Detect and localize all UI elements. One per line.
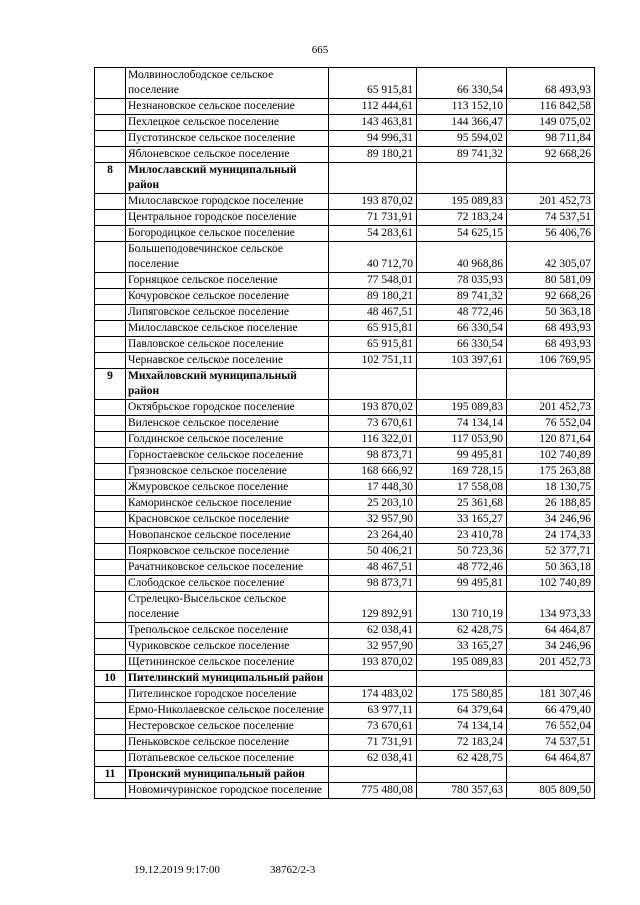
row-number: [95, 68, 126, 99]
value-col-1: 129 892,91: [329, 592, 417, 623]
settlement-name: Яблоневское сельское поселение: [126, 147, 329, 163]
settlement-name: Чуриковское сельское поселение: [126, 639, 329, 655]
value-col-2: 130 710,19: [417, 592, 507, 623]
table-row: [95, 400, 595, 416]
table-row: [95, 735, 595, 751]
value-col-2: [417, 671, 507, 687]
row-number: [95, 147, 126, 163]
value-col-3: 52 377,71: [507, 544, 595, 560]
settlement-name: Милославское сельское поселение: [126, 321, 329, 337]
value-col-3: 66 479,40: [507, 703, 595, 719]
value-col-3: 116 842,58: [507, 99, 595, 115]
settlement-name: Большеподовечинское сельское поселение: [126, 242, 329, 273]
value-col-2: 144 366,47: [417, 115, 507, 131]
table-row: [95, 496, 595, 512]
value-col-2: 99 495,81: [417, 448, 507, 464]
settlement-name: Незнановское сельское поселение: [126, 99, 329, 115]
settlement-name: Пителинское городское поселение: [126, 687, 329, 703]
value-col-3: 149 075,02: [507, 115, 595, 131]
value-col-3: 201 452,73: [507, 655, 595, 671]
row-number: [95, 416, 126, 432]
value-col-2: 89 741,32: [417, 289, 507, 305]
table-row: [95, 115, 595, 131]
value-col-2: 780 357,63: [417, 783, 507, 799]
row-number: [95, 448, 126, 464]
value-col-1: 94 996,31: [329, 131, 417, 147]
value-col-2: 66 330,54: [417, 337, 507, 353]
value-col-2: 74 134,14: [417, 719, 507, 735]
value-col-3: 24 174,33: [507, 528, 595, 544]
settlement-name: Поярковское сельское поселение: [126, 544, 329, 560]
row-number: [95, 210, 126, 226]
value-col-1: 143 463,81: [329, 115, 417, 131]
value-col-3: 134 973,33: [507, 592, 595, 623]
table-row: [95, 592, 595, 623]
value-col-3: 68 493,93: [507, 337, 595, 353]
value-col-3: 64 464,87: [507, 623, 595, 639]
table-row: [95, 337, 595, 353]
row-number: [95, 576, 126, 592]
value-col-2: 40 968,86: [417, 242, 507, 273]
value-col-2: 33 165,27: [417, 639, 507, 655]
table-row: [95, 560, 595, 576]
settlement-name: Жмуровское сельское поселение: [126, 480, 329, 496]
value-col-2: 54 625,15: [417, 226, 507, 242]
table-row: [95, 512, 595, 528]
row-number: [95, 623, 126, 639]
value-col-1: 168 666,92: [329, 464, 417, 480]
table-row: [95, 464, 595, 480]
table-row: [95, 687, 595, 703]
value-col-3: 18 130,75: [507, 480, 595, 496]
value-col-2: 89 741,32: [417, 147, 507, 163]
row-number: [95, 544, 126, 560]
row-number: [95, 735, 126, 751]
value-col-3: 201 452,73: [507, 194, 595, 210]
value-col-3: 76 552,04: [507, 719, 595, 735]
value-col-3: 74 537,51: [507, 735, 595, 751]
settlement-name: Пеньковское сельское поселение: [126, 735, 329, 751]
settlement-name: Пехлецкое сельское поселение: [126, 115, 329, 131]
district-row: [95, 767, 595, 783]
value-col-2: 66 330,54: [417, 68, 507, 99]
value-col-2: 72 183,24: [417, 210, 507, 226]
value-col-2: 103 397,61: [417, 353, 507, 369]
value-col-1: 71 731,91: [329, 210, 417, 226]
value-col-3: 64 464,87: [507, 751, 595, 767]
row-number: [95, 242, 126, 273]
value-col-1: 73 670,61: [329, 719, 417, 735]
value-col-1: 102 751,11: [329, 353, 417, 369]
table-row: [95, 147, 595, 163]
value-col-1: 48 467,51: [329, 560, 417, 576]
settlement-name: Пустотинское сельское поселение: [126, 131, 329, 147]
page-number: 665: [311, 44, 329, 56]
value-col-3: 76 552,04: [507, 416, 595, 432]
table-row: [95, 226, 595, 242]
district-row: [95, 671, 595, 687]
value-col-1: 65 915,81: [329, 321, 417, 337]
value-col-3: 34 246,96: [507, 639, 595, 655]
value-col-1: 65 915,81: [329, 68, 417, 99]
value-col-1: 89 180,21: [329, 147, 417, 163]
settlement-name: Трепольское сельское поселение: [126, 623, 329, 639]
table-row: [95, 480, 595, 496]
value-col-1: 48 467,51: [329, 305, 417, 321]
value-col-3: 92 668,26: [507, 289, 595, 305]
value-col-1: 62 038,41: [329, 623, 417, 639]
settlement-name: Богородицкое сельское поселение: [126, 226, 329, 242]
value-col-1: 32 957,90: [329, 639, 417, 655]
value-col-2: 195 089,83: [417, 655, 507, 671]
value-col-3: [507, 369, 595, 400]
settlement-name: Рачатниковское сельское поселение: [126, 560, 329, 576]
settlement-name: Виленское сельское поселение: [126, 416, 329, 432]
row-number: [95, 528, 126, 544]
value-col-1: 40 712,70: [329, 242, 417, 273]
row-number: [95, 655, 126, 671]
footer-timestamp: 19.12.2019 9:17:00: [134, 864, 220, 876]
value-col-3: 102 740,89: [507, 448, 595, 464]
value-col-3: [507, 163, 595, 194]
row-number: 9: [95, 369, 126, 400]
value-col-2: 62 428,75: [417, 751, 507, 767]
table-row: [95, 131, 595, 147]
table-row: [95, 639, 595, 655]
row-number: [95, 512, 126, 528]
value-col-1: 89 180,21: [329, 289, 417, 305]
value-col-1: 193 870,02: [329, 400, 417, 416]
settlement-name: Стрелецко-Высельское сельское поселение: [126, 592, 329, 623]
value-col-3: 201 452,73: [507, 400, 595, 416]
value-col-2: 95 594,02: [417, 131, 507, 147]
value-col-1: 62 038,41: [329, 751, 417, 767]
value-col-2: 64 379,64: [417, 703, 507, 719]
table-row: [95, 528, 595, 544]
value-col-1: 63 977,11: [329, 703, 417, 719]
value-col-1: 98 873,71: [329, 448, 417, 464]
value-col-1: [329, 369, 417, 400]
value-col-1: [329, 767, 417, 783]
value-col-3: 181 307,46: [507, 687, 595, 703]
settlement-name: Нестеровское сельское поселение: [126, 719, 329, 735]
table-row: [95, 353, 595, 369]
value-col-1: 112 444,61: [329, 99, 417, 115]
value-col-2: 48 772,46: [417, 305, 507, 321]
value-col-3: 50 363,18: [507, 305, 595, 321]
value-col-2: [417, 163, 507, 194]
table-row: [95, 242, 595, 273]
value-col-3: [507, 671, 595, 687]
table-row: [95, 99, 595, 115]
value-col-3: 50 363,18: [507, 560, 595, 576]
district-name: Пителинский муниципальный район: [126, 671, 329, 687]
value-col-2: 33 165,27: [417, 512, 507, 528]
table-row: [95, 194, 595, 210]
value-col-3: 80 581,09: [507, 273, 595, 289]
value-col-3: 175 263,88: [507, 464, 595, 480]
settlement-name: Липяговское сельское поселение: [126, 305, 329, 321]
table-row: [95, 703, 595, 719]
value-col-3: 92 668,26: [507, 147, 595, 163]
settlement-name: Красновское сельское поселение: [126, 512, 329, 528]
value-col-2: [417, 369, 507, 400]
value-col-3: 26 188,85: [507, 496, 595, 512]
row-number: [95, 480, 126, 496]
value-col-1: 174 483,02: [329, 687, 417, 703]
value-col-2: 113 152,10: [417, 99, 507, 115]
district-row: [95, 369, 595, 400]
row-number: [95, 289, 126, 305]
value-col-3: 34 246,96: [507, 512, 595, 528]
table-row: [95, 623, 595, 639]
table-row: [95, 783, 595, 799]
value-col-1: 25 203,10: [329, 496, 417, 512]
value-col-1: 116 322,01: [329, 432, 417, 448]
row-number: [95, 131, 126, 147]
row-number: [95, 400, 126, 416]
row-number: [95, 464, 126, 480]
value-col-3: 68 493,93: [507, 68, 595, 99]
settlement-name: Ермо-Николаевское сельское поселение: [126, 703, 329, 719]
value-col-1: 32 957,90: [329, 512, 417, 528]
table-row: [95, 751, 595, 767]
value-col-2: 48 772,46: [417, 560, 507, 576]
row-number: [95, 560, 126, 576]
value-col-3: 98 711,84: [507, 131, 595, 147]
value-col-2: 23 410,78: [417, 528, 507, 544]
settlement-name: Слободское сельское поселение: [126, 576, 329, 592]
row-number: [95, 496, 126, 512]
row-number: [95, 194, 126, 210]
value-col-2: 25 361,68: [417, 496, 507, 512]
value-col-3: 74 537,51: [507, 210, 595, 226]
value-col-2: 175 580,85: [417, 687, 507, 703]
table-row: [95, 416, 595, 432]
settlement-name: Павловское сельское поселение: [126, 337, 329, 353]
value-col-1: 775 480,08: [329, 783, 417, 799]
table-row: [95, 305, 595, 321]
value-col-3: 106 769,95: [507, 353, 595, 369]
settlement-name: Каморинское сельское поселение: [126, 496, 329, 512]
value-col-2: 195 089,83: [417, 194, 507, 210]
row-number: [95, 783, 126, 799]
settlement-name: Грязновское сельское поселение: [126, 464, 329, 480]
row-number: 8: [95, 163, 126, 194]
table-row: [95, 273, 595, 289]
value-col-3: 805 809,50: [507, 783, 595, 799]
value-col-1: 50 406,21: [329, 544, 417, 560]
value-col-1: 17 448,30: [329, 480, 417, 496]
district-row: [95, 163, 595, 194]
value-col-1: 193 870,02: [329, 655, 417, 671]
settlement-name: Октябрьское городское поселение: [126, 400, 329, 416]
settlement-name: Центральное городское поселение: [126, 210, 329, 226]
settlement-name: Голдинское сельское поселение: [126, 432, 329, 448]
district-name: Милославский муниципальный район: [126, 163, 329, 194]
value-col-2: 72 183,24: [417, 735, 507, 751]
value-col-2: [417, 767, 507, 783]
value-col-1: [329, 671, 417, 687]
settlement-name: Новомичуринское городское поселение: [126, 783, 329, 799]
row-number: [95, 687, 126, 703]
row-number: [95, 719, 126, 735]
row-number: [95, 337, 126, 353]
row-number: [95, 99, 126, 115]
row-number: [95, 273, 126, 289]
value-col-2: 99 495,81: [417, 576, 507, 592]
value-col-2: 117 053,90: [417, 432, 507, 448]
table-row: [95, 719, 595, 735]
table-row: [95, 432, 595, 448]
row-number: [95, 751, 126, 767]
value-col-3: 56 406,76: [507, 226, 595, 242]
settlement-name: Горностаевское сельское поселение: [126, 448, 329, 464]
table-row: [95, 544, 595, 560]
settlement-name: Кочуровское сельское поселение: [126, 289, 329, 305]
value-col-2: 169 728,15: [417, 464, 507, 480]
value-col-1: 98 873,71: [329, 576, 417, 592]
value-col-1: 54 283,61: [329, 226, 417, 242]
value-col-2: 66 330,54: [417, 321, 507, 337]
settlement-name: Чернавское сельское поселение: [126, 353, 329, 369]
row-number: [95, 639, 126, 655]
value-col-2: 195 089,83: [417, 400, 507, 416]
value-col-1: 77 548,01: [329, 273, 417, 289]
settlement-name: Щетининское сельское поселение: [126, 655, 329, 671]
value-col-1: 71 731,91: [329, 735, 417, 751]
value-col-1: 73 670,61: [329, 416, 417, 432]
settlement-name: Горняцкое сельское поселение: [126, 273, 329, 289]
row-number: 11: [95, 767, 126, 783]
row-number: [95, 305, 126, 321]
value-col-2: 62 428,75: [417, 623, 507, 639]
row-number: [95, 353, 126, 369]
value-col-3: 120 871,64: [507, 432, 595, 448]
footer-doc-code: 38762/2-3: [270, 864, 316, 876]
settlement-name: Молвинослободское сельское поселение: [126, 68, 329, 99]
table-row: [95, 448, 595, 464]
budget-table: [94, 67, 595, 799]
row-number: [95, 321, 126, 337]
table-row: [95, 289, 595, 305]
district-name: Пронский муниципальный район: [126, 767, 329, 783]
row-number: [95, 592, 126, 623]
table-row: [95, 321, 595, 337]
row-number: 10: [95, 671, 126, 687]
row-number: [95, 226, 126, 242]
value-col-3: 42 305,07: [507, 242, 595, 273]
value-col-1: 65 915,81: [329, 337, 417, 353]
settlement-name: Милославское городское поселение: [126, 194, 329, 210]
table-row: [95, 655, 595, 671]
value-col-2: 74 134,14: [417, 416, 507, 432]
value-col-1: [329, 163, 417, 194]
value-col-2: 17 558,08: [417, 480, 507, 496]
table-row: [95, 210, 595, 226]
value-col-3: 102 740,89: [507, 576, 595, 592]
table-row: [95, 68, 595, 99]
value-col-2: 78 035,93: [417, 273, 507, 289]
settlement-name: Потапьевское сельское поселение: [126, 751, 329, 767]
value-col-1: 23 264,40: [329, 528, 417, 544]
value-col-3: [507, 767, 595, 783]
value-col-3: 68 493,93: [507, 321, 595, 337]
district-name: Михайловский муниципальный район: [126, 369, 329, 400]
settlement-name: Новопанское сельское поселение: [126, 528, 329, 544]
value-col-1: 193 870,02: [329, 194, 417, 210]
table-row: [95, 576, 595, 592]
row-number: [95, 703, 126, 719]
row-number: [95, 115, 126, 131]
value-col-2: 50 723,36: [417, 544, 507, 560]
row-number: [95, 432, 126, 448]
